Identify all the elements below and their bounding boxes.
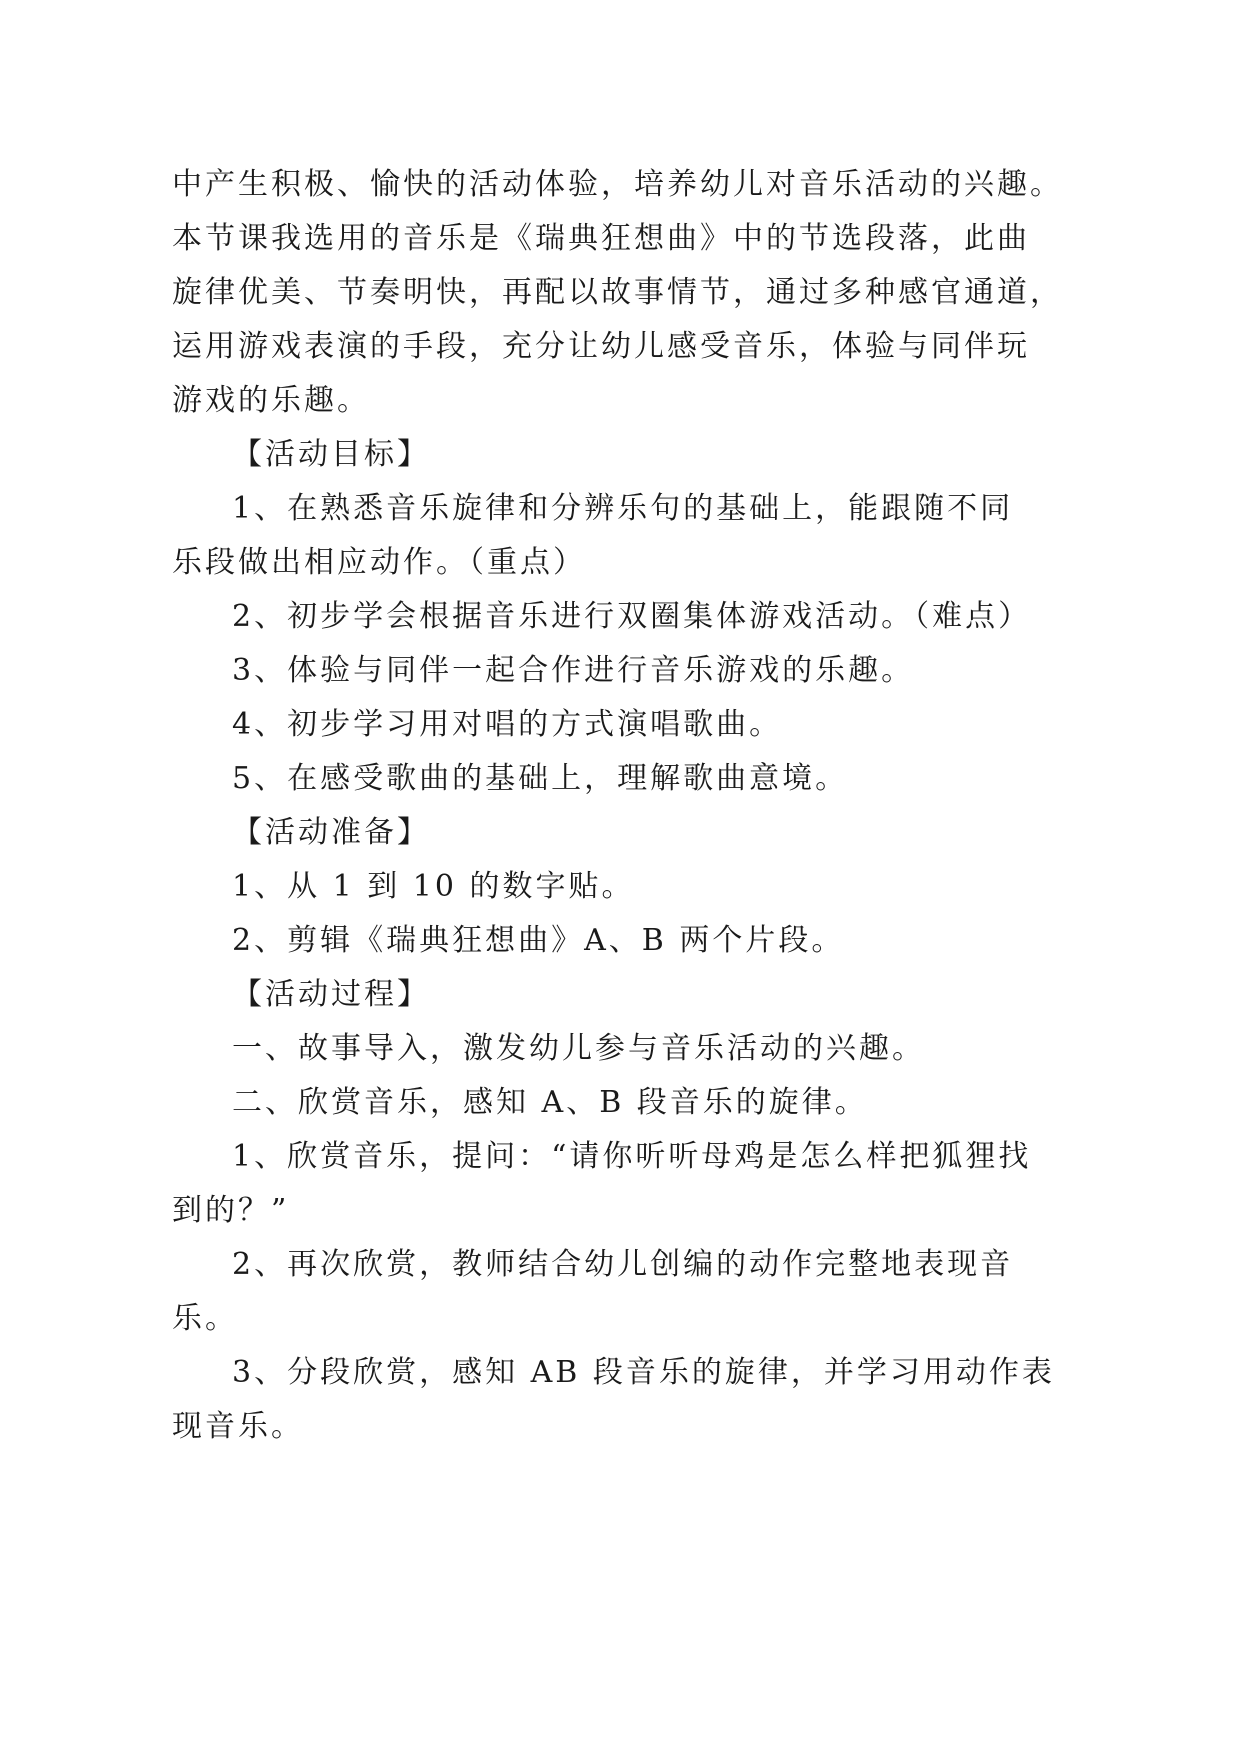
list-item: 2、初步学会根据音乐进行双圈集体游戏活动。（难点） [232,599,1032,634]
section-heading: 【活动目标】 [232,437,430,472]
text-line: 旋律优美、节奏明快，再配以故事情节，通过多种感官通道， [172,275,1063,310]
text-line: 乐段做出相应动作。（重点） [172,545,586,580]
text-line: 乐。 [172,1301,238,1336]
list-item: 3、分段欣赏，感知 AB 段音乐的旋律，并学习用动作表 [232,1355,1055,1390]
text-line: 运用游戏表演的手段，充分让幼儿感受音乐，体验与同伴玩 [172,329,1030,364]
text-line: 游戏的乐趣。 [172,383,370,418]
list-item: 2、剪辑《瑞典狂想曲》A、B 两个片段。 [232,923,845,958]
list-item: 2、再次欣赏，教师结合幼儿创编的动作完整地表现音 [232,1247,1014,1282]
list-item: 1、欣赏音乐，提问：“请你听听母鸡是怎么样把狐狸找 [232,1139,1032,1174]
list-item: 3、体验与同伴一起合作进行音乐游戏的乐趣。 [232,653,915,688]
section-heading: 【活动过程】 [232,977,430,1012]
list-item: 1、从 1 到 10 的数字贴。 [232,869,635,904]
list-item: 二、欣赏音乐，感知 A、B 段音乐的旋律。 [232,1085,868,1120]
list-item: 5、在感受歌曲的基础上，理解歌曲意境。 [232,761,849,796]
list-item: 1、在熟悉音乐旋律和分辨乐句的基础上，能跟随不同 [232,491,1014,526]
section-heading: 【活动准备】 [232,815,430,850]
text-line: 本节课我选用的音乐是《瑞典狂想曲》中的节选段落，此曲 [172,221,1030,256]
text-line: 中产生积极、愉快的活动体验，培养幼儿对音乐活动的兴趣。 [172,167,1063,202]
text-line: 到的？” [172,1193,290,1228]
text-line: 现音乐。 [172,1409,304,1444]
list-item: 一、故事导入，激发幼儿参与音乐活动的兴趣。 [232,1031,925,1066]
list-item: 4、初步学习用对唱的方式演唱歌曲。 [232,707,783,742]
